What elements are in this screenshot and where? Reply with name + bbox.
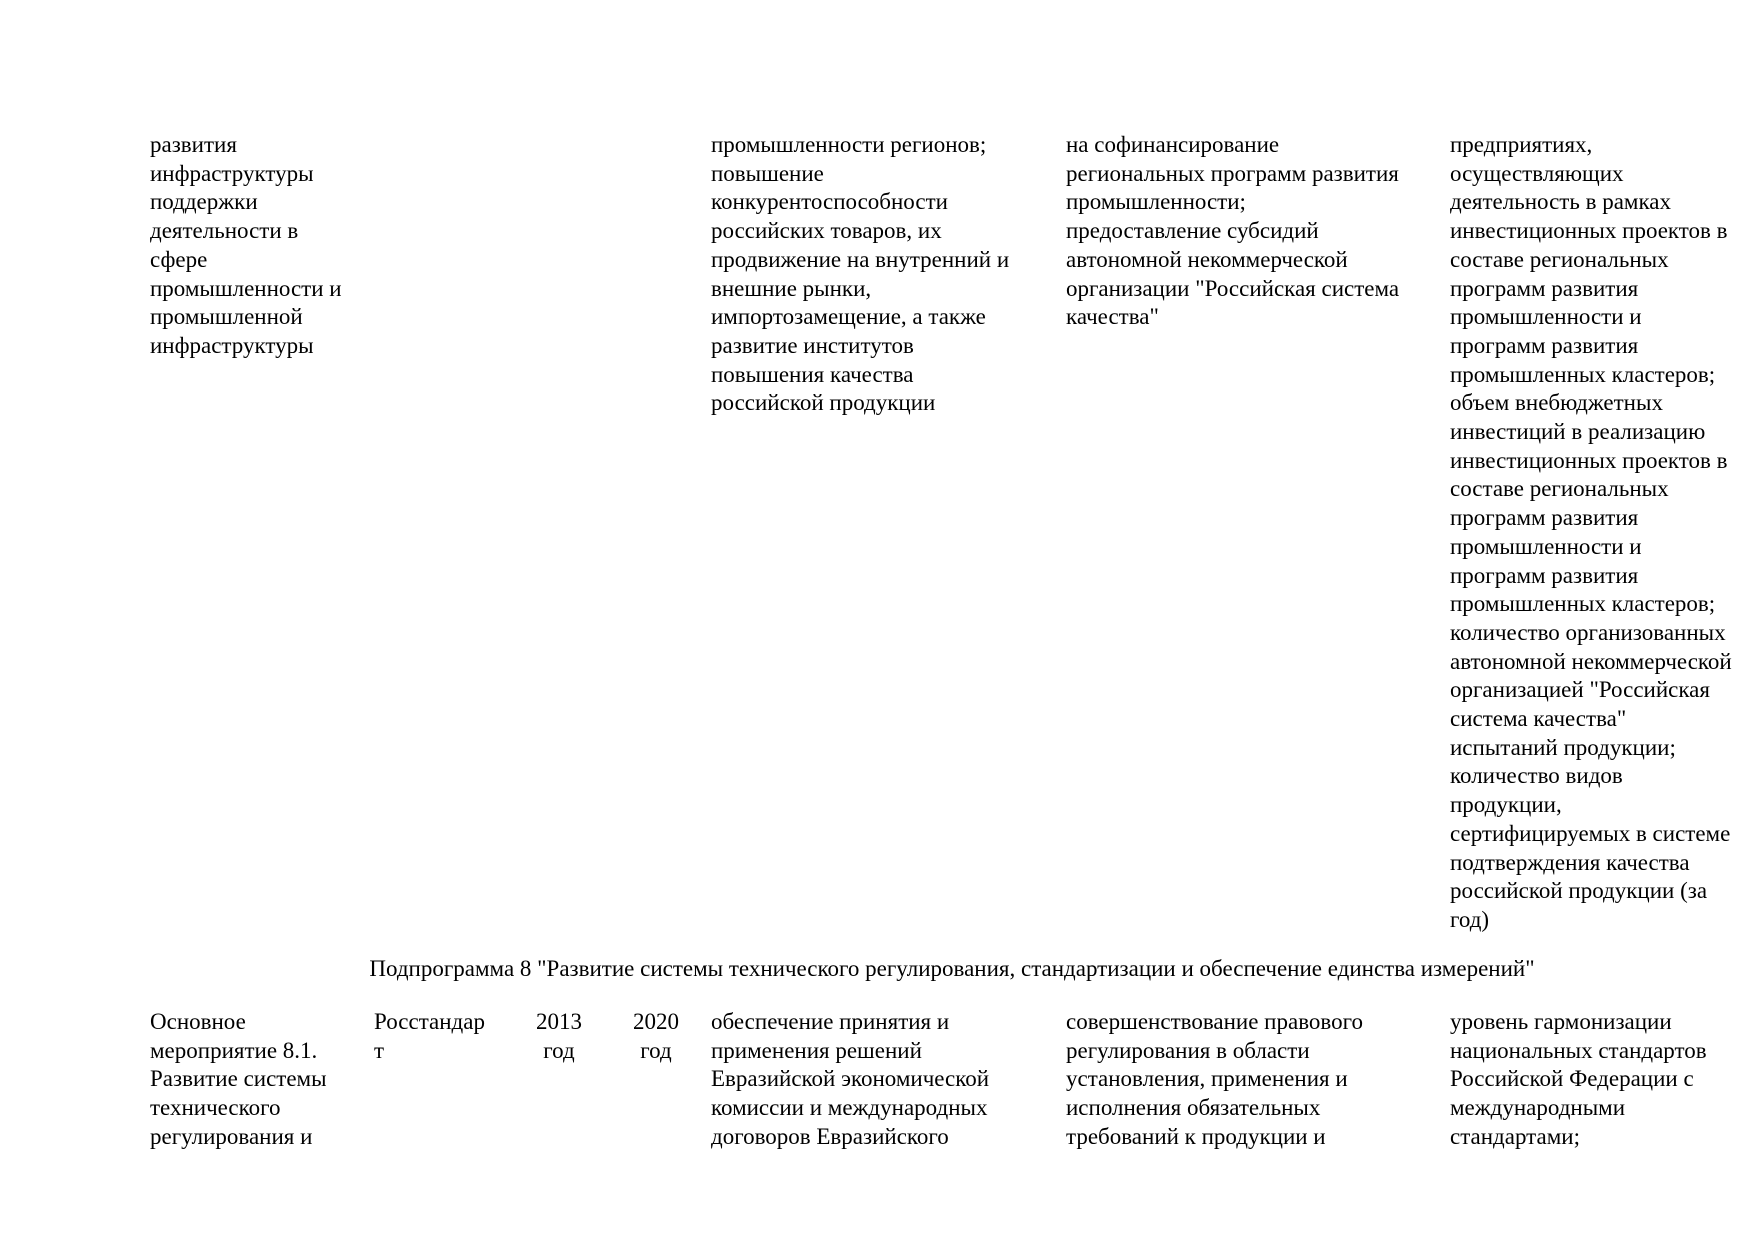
measure-8-1-end-year-cell: 2020 год — [633, 1009, 679, 1063]
top-row-result-cell: промышленности регионов; повышение конкурентоспособности российских товаров, их продвижение на внутренний и внешние рынки, импортозамещение, а также развитие институтов повышения качества российской продукции — [711, 132, 1010, 416]
measure-8-1-result-cell: обеспечение принятия и применения решений Евразийской экономической комиссии и международных договоров Евразийского — [711, 1009, 990, 1149]
subprogram-heading: Подпрограмма 8 "Развитие системы технического регулирования, стандартизации и обеспечение единства измерений" — [369, 956, 1535, 981]
top-row-measure-cell: развития инфраструктуры поддержки деятельности в сфере промышленности и промышленной инфраструктуры — [150, 132, 342, 358]
top-row-indicators-cell: предприятиях, осуществляющих деятельность в рамках инвестиционных проектов в составе региональных программ развития промышленности и программ развития промышленных кластеров; объем внебюджетных инвестиций в реализацию инвестиционных проектов в составе региональных программ развития промышленности и программ развития промышленных кластеров; количество организованных автономной некоммерческой организацией "Российская система качества" испытаний продукции; количество видов продукции, сертифицируемых в системе подтверждения качества российской продукции (за год) — [1450, 132, 1732, 932]
measure-8-1-direction-cell: совершенствование правового регулирования в области установления, применения и исполнения обязательных требований к продукции и — [1066, 1009, 1363, 1149]
measure-8-1-executor-cell: Росстандар т — [374, 1009, 485, 1063]
measure-8-1-name-cell: Основное мероприятие 8.1. Развитие системы технического регулирования и — [150, 1009, 327, 1149]
measure-8-1-indicators-cell: уровень гармонизации национальных стандартов Российской Федерации с международными стандартами; — [1450, 1009, 1707, 1149]
top-row-direction-cell: на софинансирование региональных программ развития промышленности; предоставление субсидий автономной некоммерческой организации "Российская система качества" — [1066, 132, 1400, 330]
measure-8-1-start-year-cell: 2013 год — [536, 1009, 582, 1063]
